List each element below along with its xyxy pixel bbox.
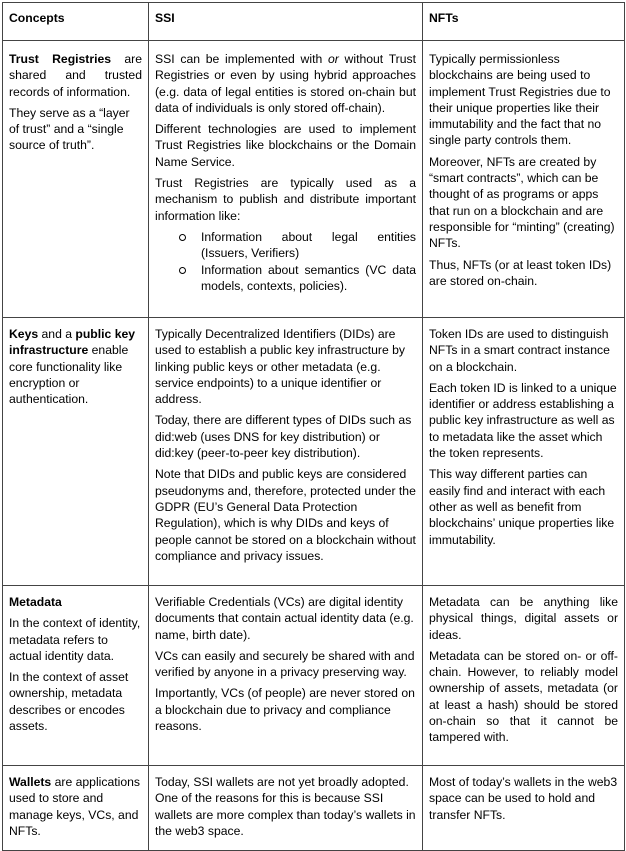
nft-cell bbox=[423, 766, 625, 851]
ssi-text: Importantly, VCs (of people) are never stored on a blockchain due to privacy and compliance reasons. bbox=[155, 686, 415, 734]
concept-text: Trust Registries are shared and trusted records of information. bbox=[9, 52, 142, 99]
concept-cell bbox=[3, 766, 149, 851]
concept-text: Metadata bbox=[9, 595, 62, 609]
header-row bbox=[3, 3, 625, 41]
nft-text: Token IDs are used to distinguish NFTs in a smart contract instance on a blockchain. bbox=[429, 327, 610, 374]
ssi-cell bbox=[149, 41, 423, 318]
nft-text: This way different parties can easily find and interact with each other as well as benefit from blockchains’ unique properties like immutability. bbox=[429, 467, 615, 547]
ssi-cell bbox=[149, 586, 423, 766]
table-row bbox=[3, 586, 625, 766]
table-row bbox=[3, 766, 625, 851]
concept-text: In the context of identity, metadata refers to actual identity data. bbox=[9, 616, 141, 663]
ssi-text: Today, there are different types of DIDs such as did:web (uses DNS for key distribution) or did:key (peer-to-peer key distribution). bbox=[155, 413, 412, 461]
nft-text: Metadata can be stored on- or off-chain. However, to reliably model ownership of assets, metadata (or at least a hash) should be stored on-chain so that it cannot be tampered with. bbox=[429, 648, 618, 745]
header-concepts: Concepts bbox=[3, 3, 149, 41]
concept-text: In the context of asset ownership, metadata describes or encodes assets. bbox=[9, 670, 129, 734]
concept-text: They serve as a “layer of trust” and a “single source of truth”. bbox=[9, 105, 130, 153]
concept-text: Keys and a public key infrastructure enable core functionality like encryption or authentication. bbox=[9, 327, 136, 407]
table-row bbox=[3, 318, 625, 586]
concept-cell bbox=[3, 318, 149, 586]
ssi-text: Typically Decentralized Identifiers (DIDs) are used to establish a public key infrastructure by linking public keys or other metadata (e.g. service endpoints) to a unique identifier or address. bbox=[155, 327, 405, 407]
nft-text: Metadata can be anything like physical things, digital assets or ideas. bbox=[429, 595, 618, 642]
ssi-text: Today, SSI wallets are not yet broadly adopted. One of the reasons for this is because SSI wallets are more complex than today’s wallets in the web3 space. bbox=[155, 775, 416, 838]
list-item: Information about semantics (VC data models, contexts, policies). bbox=[201, 262, 416, 293]
nft-text: Most of today’s wallets in the web3 space can be used to hold and transfer NFTs. bbox=[429, 775, 618, 822]
nft-text: Moreover, NFTs are created by “smart contracts”, which can be thought of as programs or apps that run on a blockchain and are responsible for “minting” (creating) NFTs. bbox=[429, 154, 615, 251]
concept-cell bbox=[3, 41, 149, 318]
nft-text: Typically permissionless blockchains are being used to implement Trust Registries due to their unique properties like their immutability and the fact that no single party controls them. bbox=[429, 52, 611, 148]
nft-cell bbox=[423, 586, 625, 766]
ssi-cell bbox=[149, 766, 423, 851]
ssi-text: Verifiable Credentials (VCs) are digital identity documents that contain actual identity data (e.g. name, birth date). bbox=[155, 595, 414, 642]
ssi-text: Trust Registries are typically used as a mechanism to publish and distribute important information like: bbox=[155, 176, 416, 223]
concept-text: Wallets are applications used to store and manage keys, VCs, and NFTs. bbox=[9, 775, 140, 838]
header-nfts: NFTs bbox=[423, 3, 625, 41]
ssi-cell bbox=[149, 318, 423, 586]
list-item: Information about legal entities (Issuers, Verifiers) bbox=[201, 229, 416, 261]
concept-cell bbox=[3, 586, 149, 766]
ssi-text: VCs can easily and securely be shared with and verified by anyone in a privacy preserving way. bbox=[155, 648, 415, 680]
ssi-bullet-list bbox=[155, 229, 416, 294]
nft-text: Thus, NFTs (or at least token IDs) are stored on-chain. bbox=[429, 257, 612, 288]
table-row bbox=[3, 41, 625, 318]
ssi-text: Different technologies are used to implement Trust Registries like blockchains or the Domain Name Service. bbox=[155, 122, 416, 169]
ssi-text: SSI can be implemented with or without Trust Registries or even by using hybrid approaches (e.g. data of legal entities is stored on-chain but data of individuals is only stored off-chain). bbox=[155, 52, 417, 115]
nft-cell bbox=[423, 41, 625, 318]
header-ssi: SSI bbox=[149, 3, 423, 41]
comparison-table bbox=[2, 2, 625, 851]
nft-text: Each token ID is linked to a unique identifier or address establishing a public key infrastructure as well as to metadata like the asset which the token represents. bbox=[429, 380, 617, 461]
ssi-text: Note that DIDs and public keys are considered pseudonyms and, therefore, protected under the GDPR (EU’s General Data Protection Regulation), which is why DIDs and keys of people cannot be stored on a blockchain without compliance and privacy issues. bbox=[155, 467, 416, 563]
nft-cell bbox=[423, 318, 625, 586]
